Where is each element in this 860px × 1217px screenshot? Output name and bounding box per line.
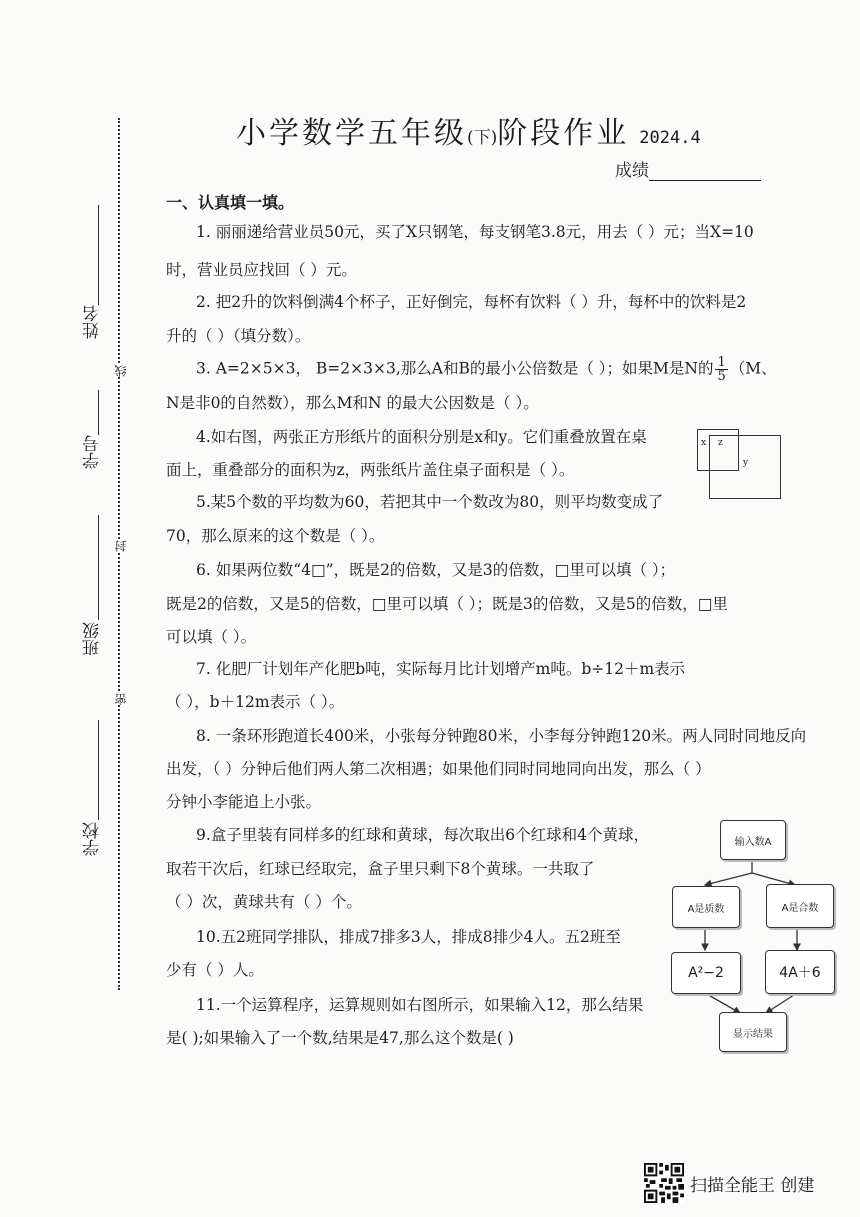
fraction-one-fifth: $\frac{1}{5}$	[717, 355, 726, 384]
q2-line2: 升的（ ）（填分数）。	[166, 327, 311, 345]
q4-line1: 4.如右图，两张正方形纸片的面积分别是x和y。它们重叠放置在桌	[196, 428, 647, 446]
flow-composite-box: A是合数	[766, 884, 834, 928]
page-title: 小学数学五年级(下)阶段作业 2024.4	[236, 116, 701, 151]
flow-formula-right-box: 4A＋6	[765, 950, 835, 994]
name-label: 姓名	[83, 305, 103, 339]
q1-line2: 时，营业员应找回（ ）元。	[166, 261, 357, 279]
label-y: y	[743, 458, 749, 468]
q1-line1: 1. 丽丽递给营业员50元，买了X只钢笔，每支钢笔3.8元，用去（ ）元；当X=10	[196, 223, 754, 241]
q11-line1: 11.一个运算程序，运算规则如右图所示，如果输入12，那么结果	[196, 996, 644, 1014]
label-z: z	[718, 438, 723, 448]
q7-line2: （ ），b＋12m表示（ ）。	[166, 693, 345, 711]
name-underline	[98, 205, 99, 305]
q10-line1: 10.五2班同学排队，排成7排多3人，排成8排少4人。五2班至	[196, 928, 621, 946]
q6-line1: 6. 如果两位数“4□”，既是2的倍数，又是3的倍数，□里可以填（ ）；	[196, 561, 676, 579]
q5-line2: 70，那么原来的这个数是（ ）。	[166, 527, 385, 545]
score-blank	[649, 162, 761, 181]
q3-line1: 3. A=2×5×3， B=2×3×3,那么A和B的最小公倍数是（ ）；如果M是N的 $\frac{1}{5}$ （M、	[196, 355, 777, 384]
label-x: x	[701, 438, 707, 448]
school-underline	[98, 720, 99, 820]
q9-line2: 取若干次后，红球已经取完，盒子里只剩下8个黄球。一共取了	[166, 860, 595, 878]
q11-line2: 是( );如果输入了一个数,结果是47,那么这个数是( )	[166, 1029, 514, 1047]
score-field: 成绩	[615, 156, 761, 181]
flow-formula-left-box: A²−2	[671, 952, 741, 994]
student-id-label: 学号	[83, 435, 103, 469]
seal-line-char: 线	[114, 365, 128, 377]
seal-dotted-line	[118, 118, 120, 990]
q7-line1: 7. 化肥厂计划年产化肥b吨，实际每月比计划增产m吨。b÷12＋m表示	[196, 660, 686, 678]
seal-mi-char: 密	[114, 693, 128, 705]
q9-line1: 9.盒子里装有同样多的红球和黄球，每次取出6个红球和4个黄球，	[196, 826, 650, 844]
flow-prime-box: A是质数	[672, 886, 740, 928]
q3-line2: N是非0的自然数），那么M和N 的最大公因数是（ ）。	[166, 394, 539, 412]
school-label: 学校	[83, 822, 103, 856]
flow-output-box: 显示结果	[719, 1012, 787, 1052]
q2-line1: 2. 把2升的饮料倒满4个杯子，正好倒完，每杯有饮料（ ）升，每杯中的饮料是2	[196, 293, 747, 311]
class-label: 班级	[83, 622, 103, 656]
class-underline	[98, 515, 99, 620]
seal-feng-char: 封	[114, 540, 128, 552]
q8-line2: 出发，（ ）分钟后他们两人第二次相遇；如果他们同时同地同向出发，那么（ ）	[166, 760, 711, 778]
q5-line1: 5.某5个数的平均数为60，若把其中一个数改为80，则平均数变成了	[196, 493, 664, 511]
flow-input-box: 输入数A	[720, 820, 786, 860]
qr-code-icon	[644, 1163, 684, 1203]
q8-line3: 分钟小李能追上小张。	[166, 793, 322, 811]
q6-line3: 可以填（ ）。	[166, 628, 257, 646]
q8-line1: 8. 一条环形跑道长400米，小张每分钟跑80米，小李每分钟跑120米。两人同时同地反向	[196, 727, 807, 745]
q9-line3: （ ）次，黄球共有（ ）个。	[166, 893, 362, 911]
q6-line2: 既是2的倍数，又是5的倍数，□里可以填（ ）；既是3的倍数，又是5的倍数，□里	[166, 595, 728, 613]
section-heading: 一、认真填一填。	[166, 193, 295, 212]
id-underline	[98, 390, 99, 435]
q4-line2: 面上，重叠部分的面积为z，两张纸片盖住桌子面积是（ ）。	[166, 461, 575, 479]
q10-line2: 少有（ ）人。	[166, 961, 264, 979]
date-label: 2024.4	[639, 128, 701, 148]
scanner-watermark: 扫描全能王 创建	[690, 1176, 815, 1196]
